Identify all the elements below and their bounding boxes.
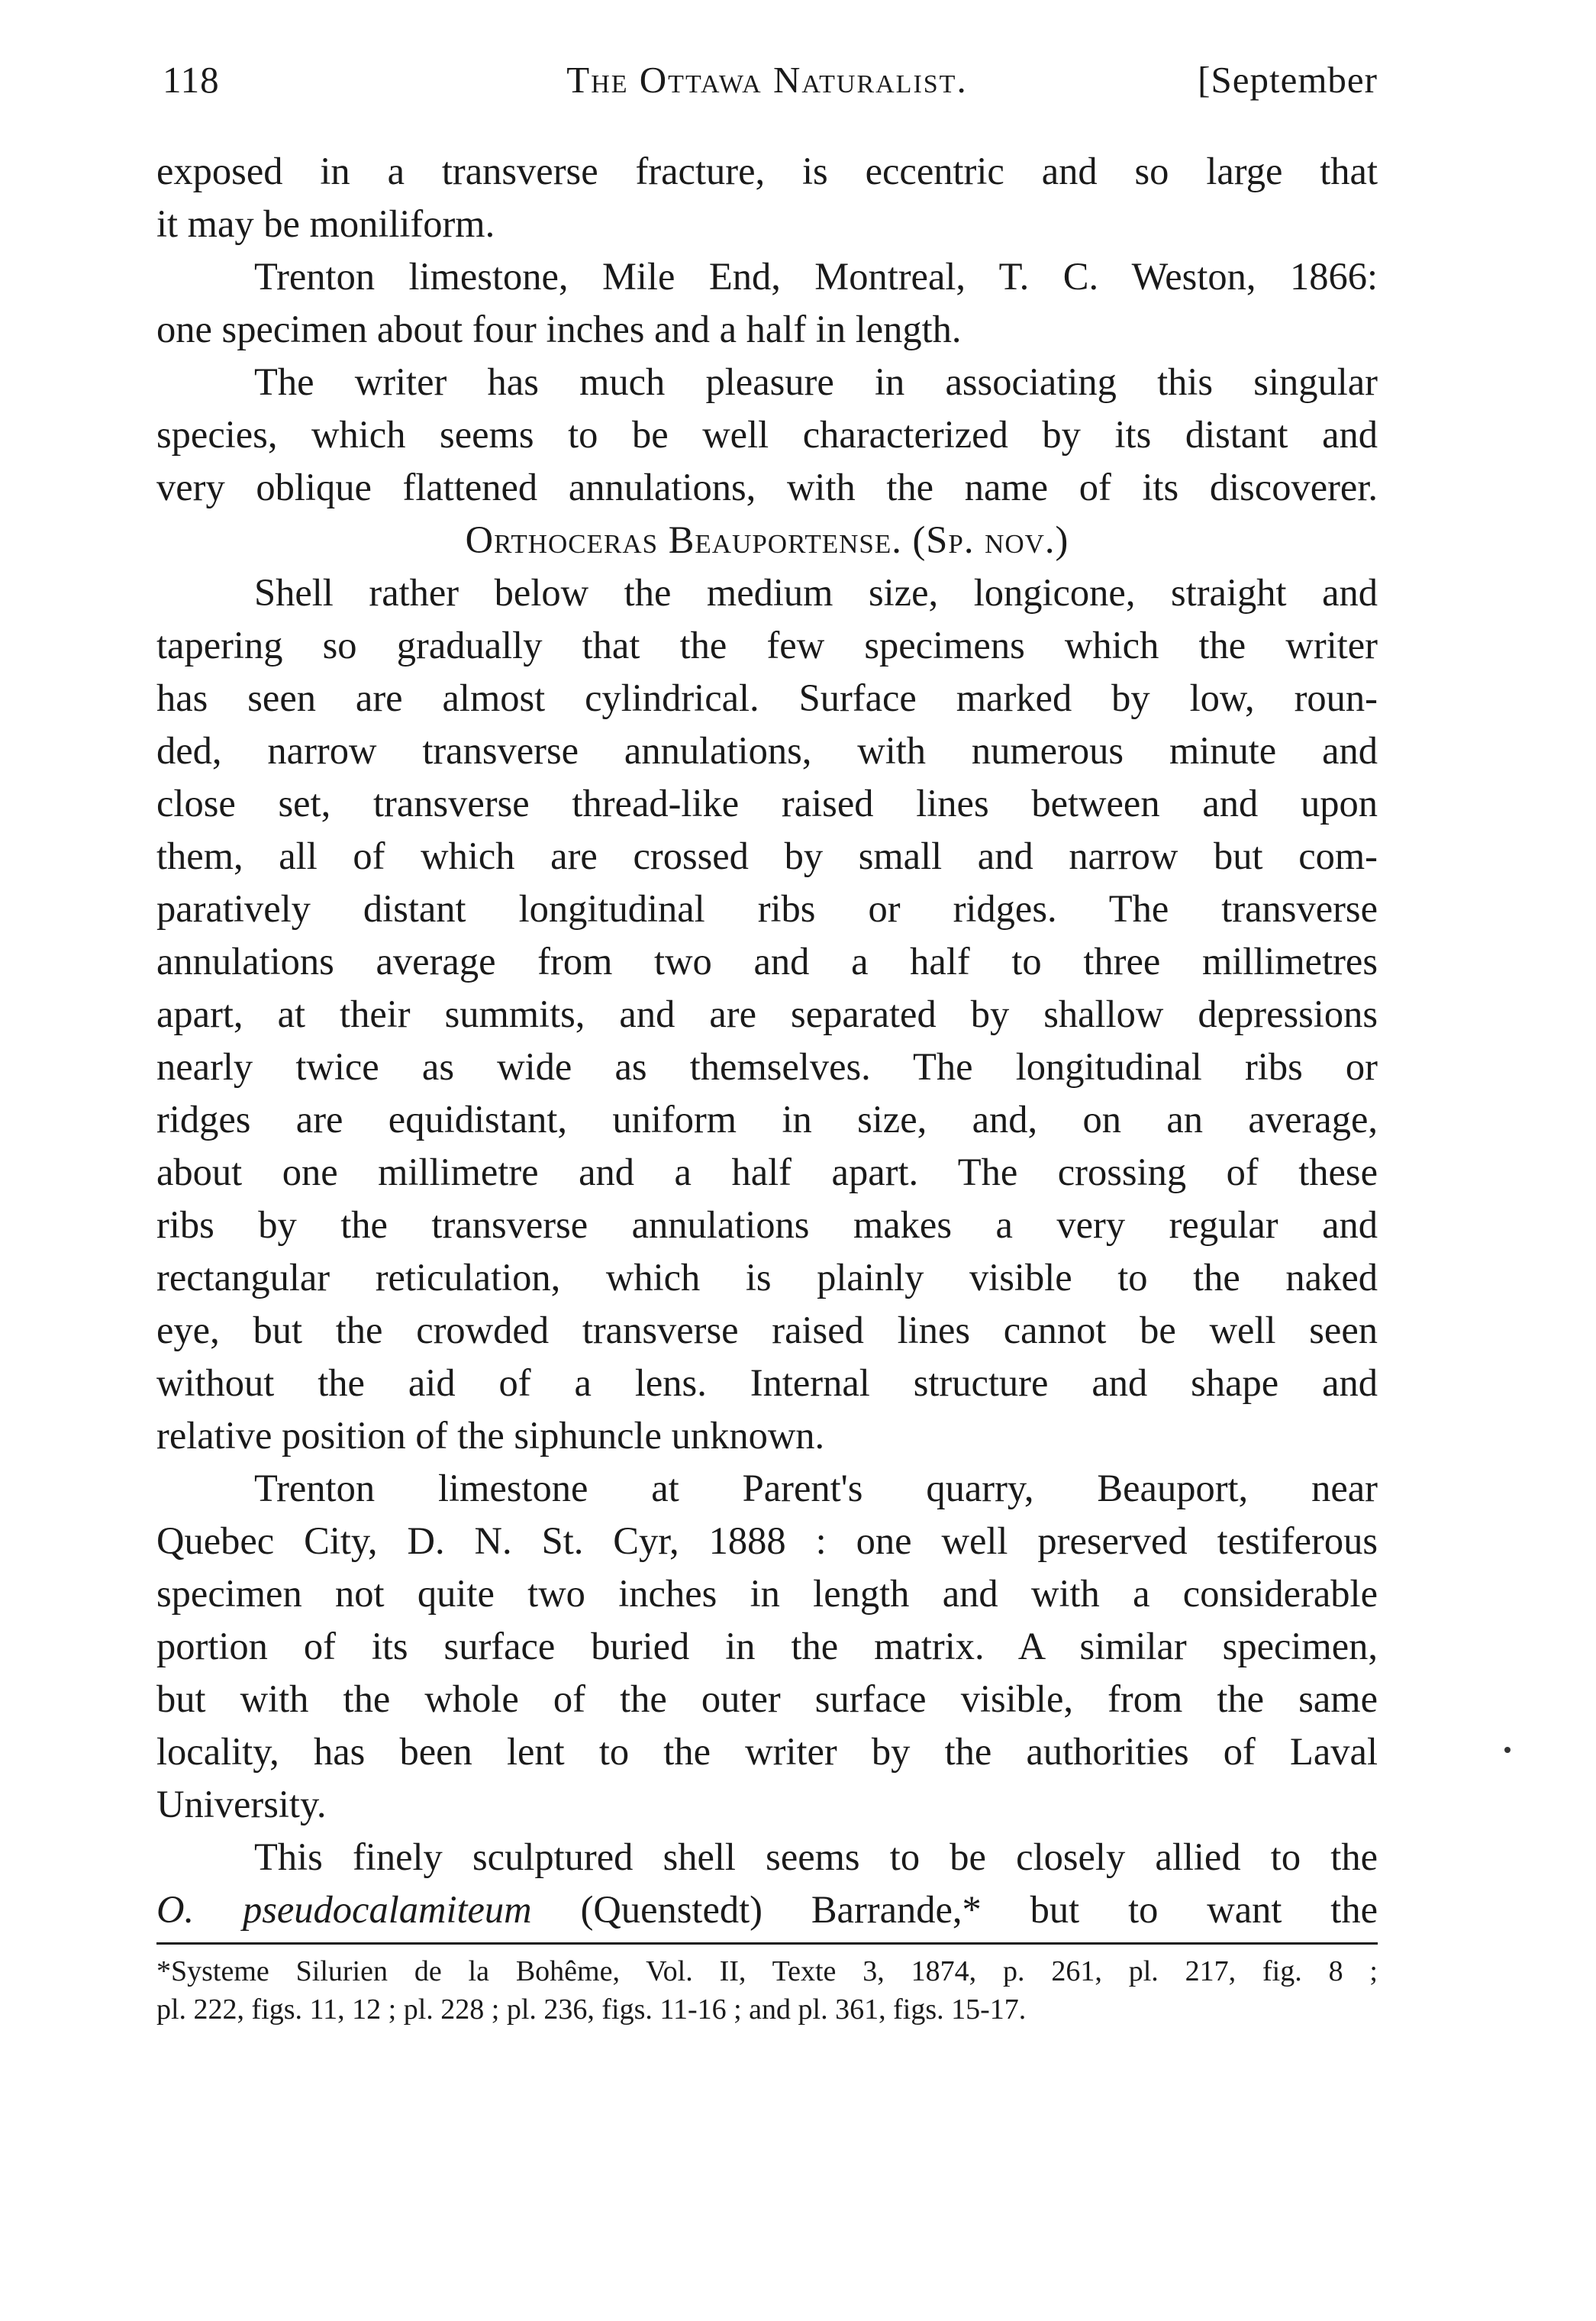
text-line: rectangular reticulation, which is plainly visible to the naked: [156, 1256, 1378, 1299]
footnotes: [156, 1952, 1378, 2029]
text-line: The writer has much pleasure in associating this singular: [254, 360, 1378, 403]
text-line: portion of its surface buried in the matrix. A similar specimen,: [156, 1625, 1378, 1667]
text-line: them, all of which are crossed by small and narrow but com-: [156, 834, 1378, 877]
text-line: locality, has been lent to the writer by the authorities of Laval: [156, 1730, 1378, 1773]
text-line: very oblique flattened annulations, with the name of its discoverer.: [156, 466, 1378, 508]
text-line: specimen not quite two inches in length and with a considerable: [156, 1572, 1378, 1615]
running-title: The Ottawa Naturalist.: [566, 59, 968, 101]
text-line: eye, but the crowded transverse raised lines cannot be well seen: [156, 1309, 1378, 1351]
page-header: [156, 53, 1378, 107]
page-number: 118: [163, 59, 220, 101]
text-line: This finely sculptured shell seems to be closely allied to the: [254, 1835, 1378, 1878]
text-line: one specimen about four inches and a half in length.: [156, 308, 962, 350]
footnote-rule: [156, 1942, 1378, 1945]
text-line: annulations average from two and a half to three millimetres: [156, 940, 1378, 983]
text-line: about one millimetre and a half apart. The crossing of these: [156, 1151, 1378, 1193]
text-line: without the aid of a lens. Internal structure and shape and: [156, 1361, 1378, 1404]
text-line: apart, at their summits, and are separated by shallow depressions: [156, 993, 1378, 1035]
document-page: [156, 53, 1378, 2029]
text-line: Trenton limestone at Parent's quarry, Beauport, near: [254, 1467, 1378, 1509]
text-line: ded, narrow transverse annulations, with numerous minute and: [156, 729, 1378, 772]
text-line: Trenton limestone, Mile End, Montreal, T. C. Weston, 1866:: [254, 255, 1378, 298]
footnote-line: pl. 222, figs. 11, 12 ; pl. 228 ; pl. 236, figs. 11-16 ; and pl. 361, figs. 15-17.: [156, 1993, 1027, 2026]
text-line: exposed in a transverse fracture, is eccentric and so large that: [156, 150, 1378, 192]
running-date: [September: [1198, 59, 1378, 101]
text-line: Quebec City, D. N. St. Cyr, 1888 : one well preserved testiferous: [156, 1519, 1378, 1562]
text-line: tapering so gradually that the few specimens which the writer: [156, 624, 1378, 667]
text-line: ribs by the transverse annulations makes a very regular and: [156, 1203, 1378, 1246]
text-line: nearly twice as wide as themselves. The longitudinal ribs or: [156, 1045, 1378, 1088]
text-line: close set, transverse thread-like raised lines between and upon: [156, 782, 1378, 825]
text-line: relative position of the siphuncle unknown.: [156, 1414, 825, 1457]
species-name: O. pseudocalamiteum: [156, 1888, 532, 1931]
text-line: has seen are almost cylindrical. Surface marked by low, roun-: [156, 676, 1378, 719]
text-line: University.: [156, 1783, 327, 1825]
text-line-with-species: [156, 1884, 1378, 1936]
text-line: Shell rather below the medium size, longicone, straight and: [254, 571, 1378, 614]
text-line: paratively distant longitudinal ribs or ridges. The transverse: [156, 887, 1378, 930]
footnote-line: *Systeme Silurien de la Bohême, Vol. II, Texte 3, 1874, p. 261, pl. 217, fig. 8 ;: [156, 1955, 1378, 1987]
text-line: species, which seems to be well characterized by its distant and: [156, 413, 1378, 456]
text-line: it may be moniliform.: [156, 202, 495, 245]
body-text: [156, 145, 1378, 1936]
species-heading: Orthoceras Beauportense. (Sp. nov.): [465, 518, 1069, 561]
text-fragment: (Quenstedt) Barrande,* but to want the: [580, 1888, 1378, 1931]
text-line: but with the whole of the outer surface visible, from the same: [156, 1677, 1378, 1720]
margin-mark: [1504, 1747, 1511, 1753]
text-line: ridges are equidistant, uniform in size, and, on an average,: [156, 1098, 1378, 1141]
